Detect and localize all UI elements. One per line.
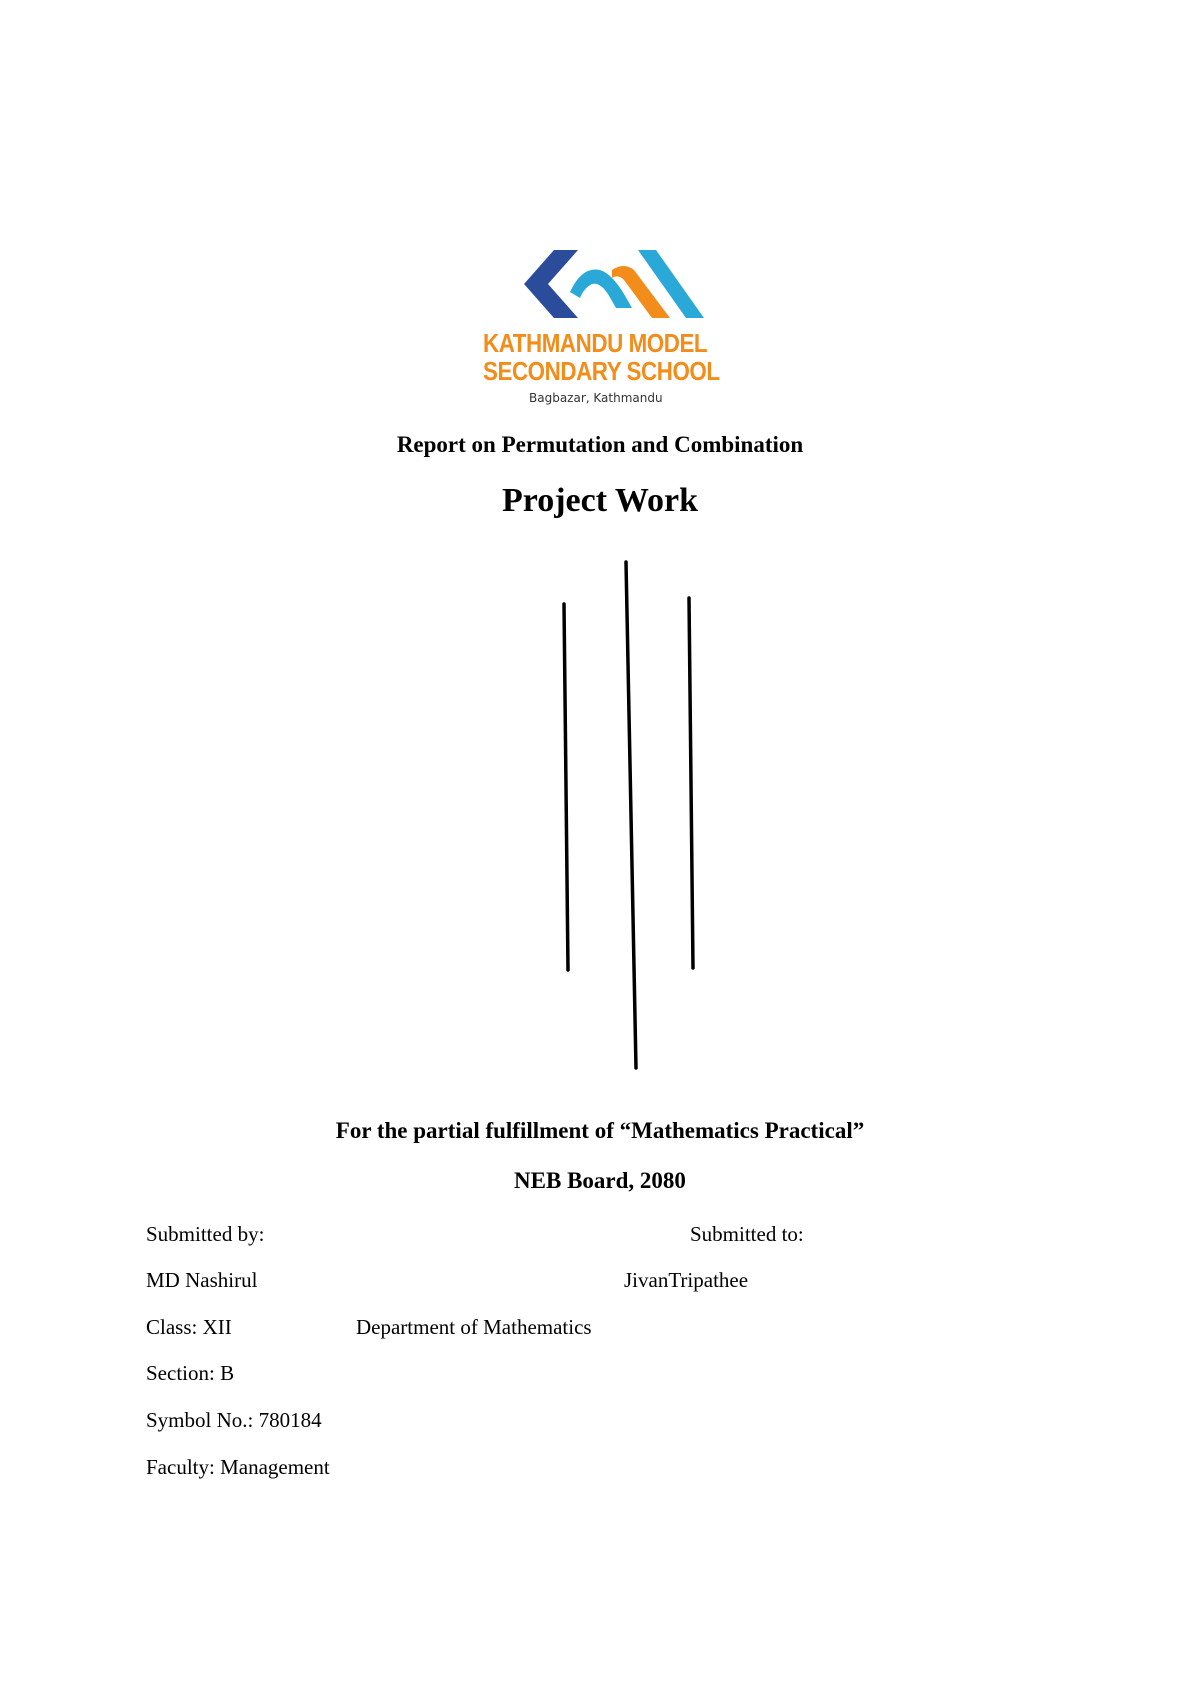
submitted-to-label: Submitted to: [690,1222,804,1246]
submitted-by-label: Submitted by: [146,1222,265,1246]
student-faculty: Faculty: Management [146,1455,330,1479]
decorative-line-middle [626,562,636,1068]
school-name-line2: SECONDARY SCHOOL [483,356,720,386]
student-symbol-no: Symbol No.: 780184 [146,1408,322,1432]
project-title: Project Work [501,482,699,519]
board-year: NEB Board, 2080 [514,1168,686,1193]
student-section: Section: B [146,1361,235,1385]
decorative-line-right [689,598,693,968]
school-location: Bagbazar, Kathmandu [529,391,663,405]
report-title: Report on Permutation and Combination [396,432,804,457]
teacher-department: Department of Mathematics [356,1315,592,1339]
teacher-name: JivanTripathee [624,1268,749,1292]
student-name: MD Nashirul [146,1268,258,1292]
decorative-line-left [564,604,568,970]
student-class: Class: XII [146,1315,232,1339]
school-name-line1: KATHMANDU MODEL [483,328,708,358]
fulfillment-statement: For the partial fulfillment of “Mathematics Practical” [335,1118,865,1143]
